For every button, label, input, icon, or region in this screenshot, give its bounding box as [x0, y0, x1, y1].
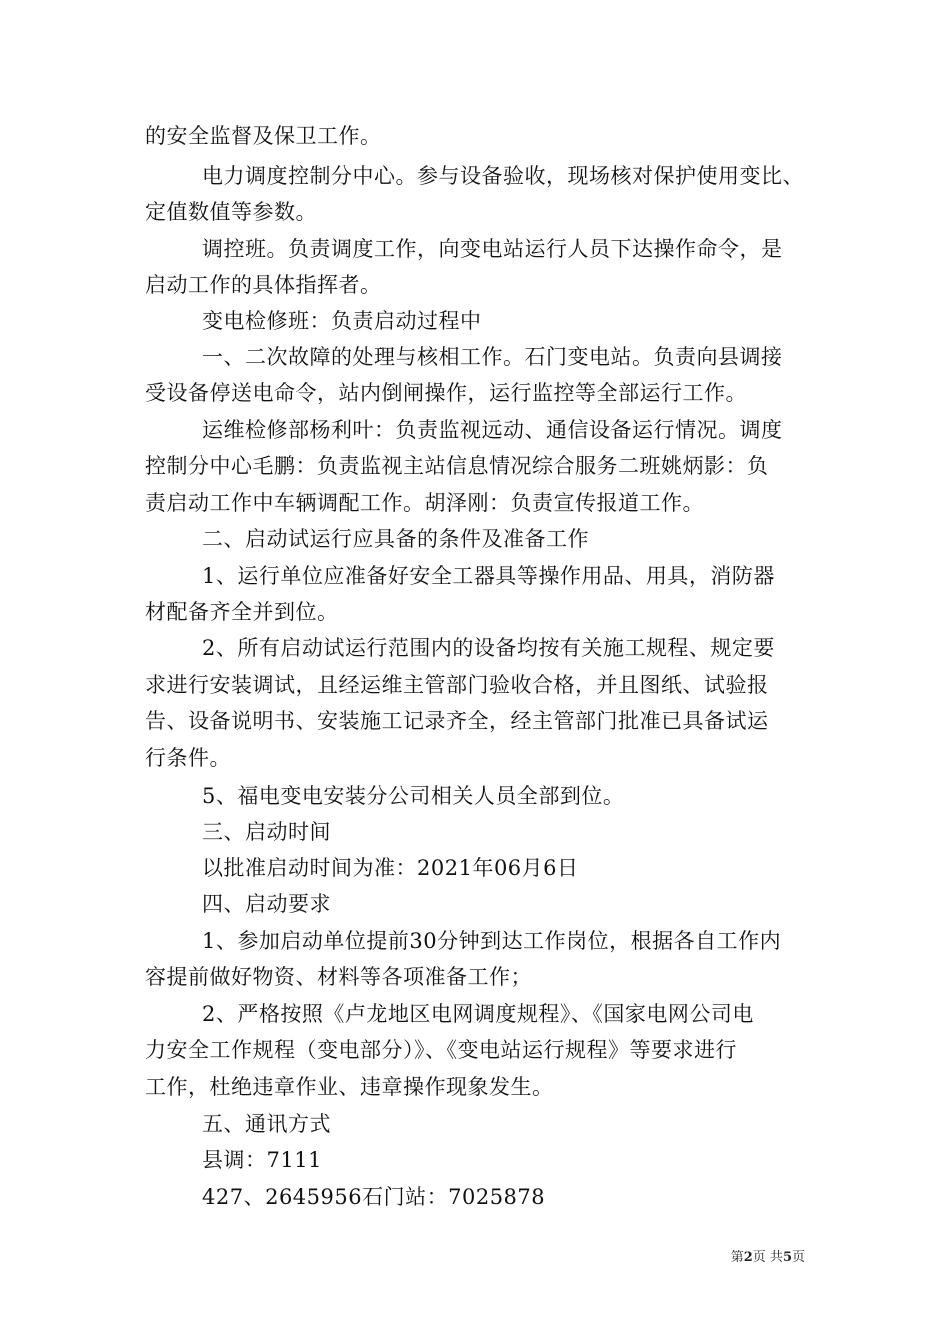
text-line: 调控班。负责调度工作，向变电站运行人员下达操作命令，是 — [202, 237, 783, 261]
footer-prefix: 第 — [730, 1250, 744, 1265]
current-page-number: 2 — [743, 1250, 753, 1265]
text-line: 5、福电变电安装分公司相关人员全部到位。 — [202, 784, 625, 808]
total-pages-number: 5 — [782, 1250, 792, 1265]
text-line: 1、参加启动单位提前30分钟到达工作岗位，根据各自工作内 — [202, 929, 782, 953]
text-line: 容提前做好物资、材料等各项准备工作； — [145, 965, 532, 989]
text-line: 变电检修班：负责启动过程中 — [202, 309, 482, 333]
text-line: 工作，杜绝违章作业、违章操作现象发生。 — [145, 1075, 554, 1099]
text-line: 以批准启动时间为准：2021年06月6日 — [202, 856, 579, 880]
text-line: 材配备齐全并到位。 — [145, 600, 339, 624]
text-line: 427、2645956石门站：7025878 — [202, 1185, 546, 1209]
section-heading: 四、启动要求 — [202, 892, 331, 916]
text-line: 的安全监督及保卫工作。 — [145, 124, 382, 148]
text-line: 1、运行单位应准备好安全工器具等操作用品、用具，消防器 — [202, 564, 775, 588]
text-line: 行条件。 — [145, 746, 231, 770]
footer-suffix: 页 — [791, 1250, 805, 1265]
text-line: 运维检修部杨利叶：负责监视远动、通信设备运行情况。调度 — [202, 418, 783, 442]
text-line: 告、设备说明书、安装施工记录齐全，经主管部门批准已具备试运 — [145, 709, 769, 733]
section-heading: 三、启动时间 — [202, 820, 331, 844]
text-line: 一、二次故障的处理与核相工作。石门变电站。负责向县调接 — [202, 345, 783, 369]
footer-middle: 页 共 — [752, 1250, 783, 1265]
text-line: 求进行安装调试，且经运维主管部门验收合格，并且图纸、试验报 — [145, 673, 769, 697]
text-line: 电力调度控制分中心。参与设备验收，现场核对保护使用变比、 — [202, 164, 804, 188]
text-line: 受设备停送电命令，站内倒闸操作，运行监控等全部运行工作。 — [145, 381, 747, 405]
text-line: 县调：7111 — [202, 1148, 322, 1172]
section-heading: 二、启动试运行应具备的条件及准备工作 — [202, 527, 589, 551]
section-heading: 五、通讯方式 — [202, 1112, 331, 1136]
text-line: 定值数值等参数。 — [145, 200, 317, 224]
text-line: 2、所有启动试运行范围内的设备均按有关施工规程、规定要 — [202, 636, 775, 660]
page-footer — [731, 1250, 805, 1266]
text-line: 责启动工作中车辆调配工作。胡泽刚：负责宣传报道工作。 — [145, 491, 704, 515]
text-line: 2、严格按照《卢龙地区电网调度规程》、《国家电网公司电 — [202, 1002, 754, 1026]
text-line: 控制分中心毛鹏：负责监视主站信息情况综合服务二班姚炳影：负 — [145, 454, 769, 478]
text-line: 力安全工作规程（变电部分）》、《变电站运行规程》等要求进行 — [145, 1038, 737, 1062]
text-line: 启动工作的具体指挥者。 — [145, 273, 382, 297]
